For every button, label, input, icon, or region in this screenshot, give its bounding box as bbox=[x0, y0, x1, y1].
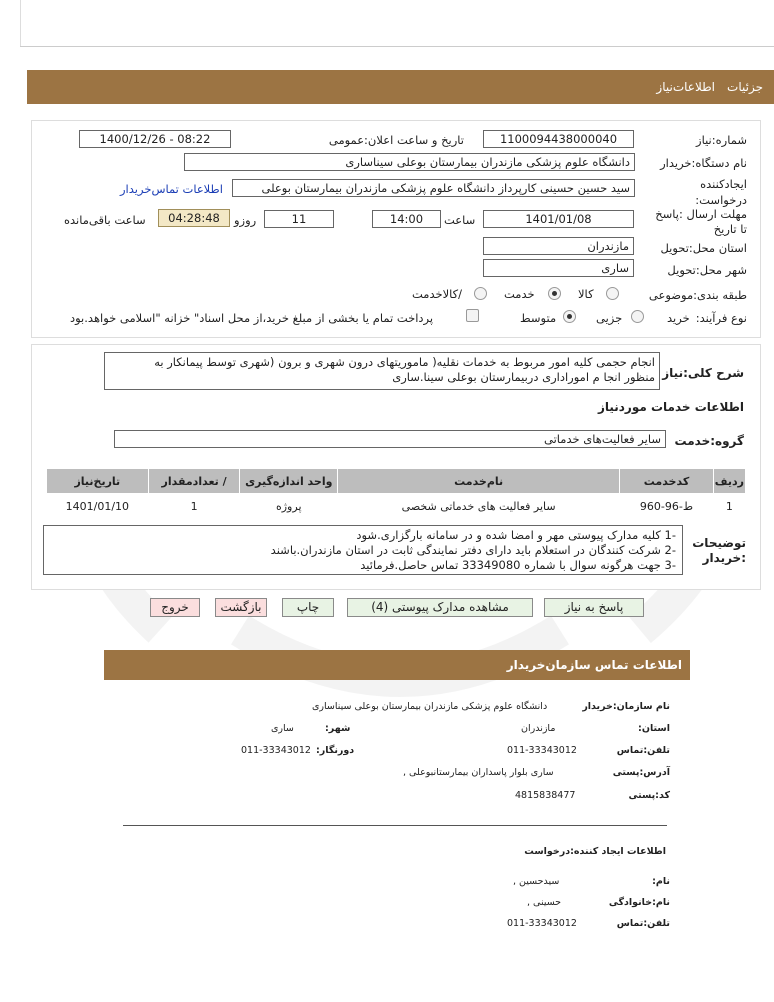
need-number-field: 1100094438000040 bbox=[483, 130, 634, 148]
need-description-line1: انجام حجمی کلیه امور مربوط به خدمات نقلیه( ماموریتهای درون شهری و برون (شهری توسط پیمانکار به bbox=[154, 355, 655, 369]
contact-postal-value: 4815838477 bbox=[515, 790, 576, 801]
contact-province-value: مازندران bbox=[521, 723, 556, 734]
contact-city-value: ساری bbox=[271, 723, 294, 734]
province-field: مازندران bbox=[483, 237, 634, 255]
deadline-date-field: 1401/01/08 bbox=[483, 210, 634, 228]
org-label: نام سازمان:خریدار bbox=[582, 701, 670, 712]
need-description-label: شرح کلی:نیاز bbox=[662, 366, 744, 380]
services-table bbox=[46, 468, 746, 519]
contact-phone-value: 011-33343012 bbox=[507, 745, 577, 756]
tab-details[interactable]: جزئیات bbox=[727, 80, 763, 94]
province-label: استان محل:تحویل bbox=[660, 241, 747, 255]
city-label: شهر محل:تحویل bbox=[667, 263, 747, 277]
category-label: طبقه بندی:موضوعی bbox=[648, 288, 747, 302]
left-border bbox=[20, 0, 21, 46]
creator-label: ایجادکننده درخواست: bbox=[695, 177, 747, 207]
reply-button[interactable]: پاسخ به نیاز bbox=[544, 598, 644, 617]
category-goods-radio[interactable] bbox=[606, 287, 619, 300]
days-label: روزو bbox=[234, 213, 257, 227]
buyer-note-3: -3 جهت هرگونه سوال با شماره 33349080 تماس حاصل.فرمائید bbox=[360, 558, 676, 572]
category-service-radio[interactable] bbox=[548, 287, 561, 300]
top-divider bbox=[20, 46, 774, 47]
contact-province-label: استان: bbox=[638, 723, 670, 734]
contact-divider bbox=[123, 825, 667, 826]
col-code: کدخدمت bbox=[620, 469, 714, 494]
remaining-time-field: 04:28:48 bbox=[158, 209, 230, 227]
back-button[interactable]: بازگشت bbox=[215, 598, 267, 617]
process-medium-label: متوسط bbox=[520, 311, 557, 325]
announce-field: 1400/12/26 - 08:22 bbox=[79, 130, 231, 148]
days-field: 11 bbox=[264, 210, 334, 228]
buyer-note-2: -2 شرکت کنندگان در استعلام باید دارای دفتر نمایندگی ثابت در استان مازندران.باشند bbox=[270, 543, 676, 557]
contact-city-label: شهر: bbox=[325, 723, 351, 734]
need-description-box bbox=[104, 352, 660, 390]
buyer-contact-title: اطلاعات تماس سازمان‌خریدار bbox=[506, 658, 682, 672]
need-number-label: شماره:نیاز bbox=[696, 133, 747, 147]
buyer-note-1: -1 کلیه مدارک پیوستی مهر و امضا شده و در سامانه بارگزاری.شود bbox=[356, 528, 676, 542]
process-label: نوع فرآیند: bbox=[695, 311, 747, 325]
process-minor-label: جزیی bbox=[596, 311, 623, 325]
cell-date: 1401/01/10 bbox=[47, 494, 149, 519]
creator-name-label: نام: bbox=[652, 876, 670, 887]
category-goods-label: کالا bbox=[578, 287, 594, 301]
buyer-contact-bar bbox=[104, 650, 690, 680]
category-service-label: خدمت bbox=[504, 287, 535, 301]
cell-qty: 1 bbox=[148, 494, 240, 519]
col-row: ردیف bbox=[713, 469, 745, 494]
buyer-field: دانشگاه علوم پزشکی مازندران بیمارستان بوعلی سیناساری bbox=[184, 153, 635, 171]
creator-info-title: اطلاعات ایجاد کننده:درخواست bbox=[524, 846, 666, 857]
view-attachments-button[interactable]: مشاهده مدارک پیوستی (4) bbox=[347, 598, 533, 617]
need-description-line2: منظور انجا م اموراداری دربیمارستان بوعلی سینا.ساری bbox=[392, 370, 655, 384]
buyer-contact-link[interactable]: اطلاعات تماس‌خریدار bbox=[120, 182, 223, 196]
service-group-field: سایر فعالیت‌های خدماتی bbox=[114, 430, 666, 448]
process-minor-radio[interactable] bbox=[631, 310, 644, 323]
contact-phone-label: تلفن:تماس bbox=[616, 745, 670, 756]
contact-address-label: آدرس:پستی bbox=[612, 767, 670, 778]
treasury-payment-text: پرداخت تمام یا بخشی از مبلغ خرید،از محل اسناد" خزانه "اسلامی خواهد.بود bbox=[70, 311, 434, 325]
announce-label: تاریخ و ساعت اعلان:عمومی bbox=[328, 133, 464, 147]
tab-need-info[interactable]: اطلاعات‌نیاز bbox=[656, 80, 715, 94]
cell-code: ط-96-960 bbox=[620, 494, 714, 519]
deadline-label: مهلت ارسال :پاسخ تا تاریخ bbox=[655, 207, 747, 236]
contact-address-value: ساری بلوار پاسداران بیمارستانبوعلی , bbox=[403, 767, 554, 778]
creator-phone-label: تلفن:تماس bbox=[616, 918, 670, 929]
treasury-payment-checkbox[interactable] bbox=[466, 309, 479, 322]
table-header-row bbox=[47, 469, 746, 494]
category-goods-service-radio[interactable] bbox=[474, 287, 487, 300]
col-qty: / تعدادمقدار bbox=[148, 469, 240, 494]
cell-unit: پروژه bbox=[240, 494, 338, 519]
contact-postal-label: کد:پستی bbox=[628, 790, 670, 801]
col-name: نام‌خدمت bbox=[338, 469, 620, 494]
cell-row: 1 bbox=[713, 494, 745, 519]
service-group-label: گروه:خدمت bbox=[674, 434, 744, 448]
buyer-notes-label: توضیحات :خریدار bbox=[692, 536, 746, 565]
print-button[interactable]: چاپ bbox=[282, 598, 334, 617]
creator-family-label: نام:خانوادگی bbox=[608, 897, 670, 908]
deadline-time-label: ساعت bbox=[444, 213, 476, 227]
services-title: اطلاعات خدمات موردنیاز bbox=[597, 400, 744, 414]
creator-name-value: سیدحسین , bbox=[513, 876, 560, 887]
header-bar bbox=[27, 70, 774, 104]
contact-fax-label: دورنگار: bbox=[316, 745, 355, 756]
category-goods-service-label: /کالاخدمت bbox=[412, 287, 463, 301]
col-unit: واحد اندازه‌گیری bbox=[240, 469, 338, 494]
buyer-notes-box bbox=[43, 525, 683, 575]
creator-field: سید حسین حسینی کارپرداز دانشگاه علوم پزشکی مازندران بیمارستان بوعلی bbox=[232, 179, 635, 197]
cell-name: سایر فعالیت های خدماتی شخصی bbox=[338, 494, 620, 519]
buyer-label: نام دستگاه:خریدار bbox=[660, 156, 747, 170]
exit-button[interactable]: خروج bbox=[150, 598, 200, 617]
col-date: تاریخ‌نیاز bbox=[47, 469, 149, 494]
org-value: دانشگاه علوم پزشکی مازندران بیمارستان بوعلی سیناساری bbox=[312, 701, 548, 712]
city-field: ساری bbox=[483, 259, 634, 277]
process-medium-radio[interactable] bbox=[563, 310, 576, 323]
deadline-time-field: 14:00 bbox=[372, 210, 441, 228]
contact-fax-value: 011-33343012 bbox=[241, 745, 311, 756]
process-buy-label: خرید bbox=[667, 311, 690, 325]
creator-family-value: حسینی , bbox=[527, 897, 562, 908]
remaining-label: ساعت باقی‌مانده bbox=[64, 213, 146, 227]
creator-phone-value: 011-33343012 bbox=[507, 918, 577, 929]
table-row bbox=[47, 494, 746, 519]
